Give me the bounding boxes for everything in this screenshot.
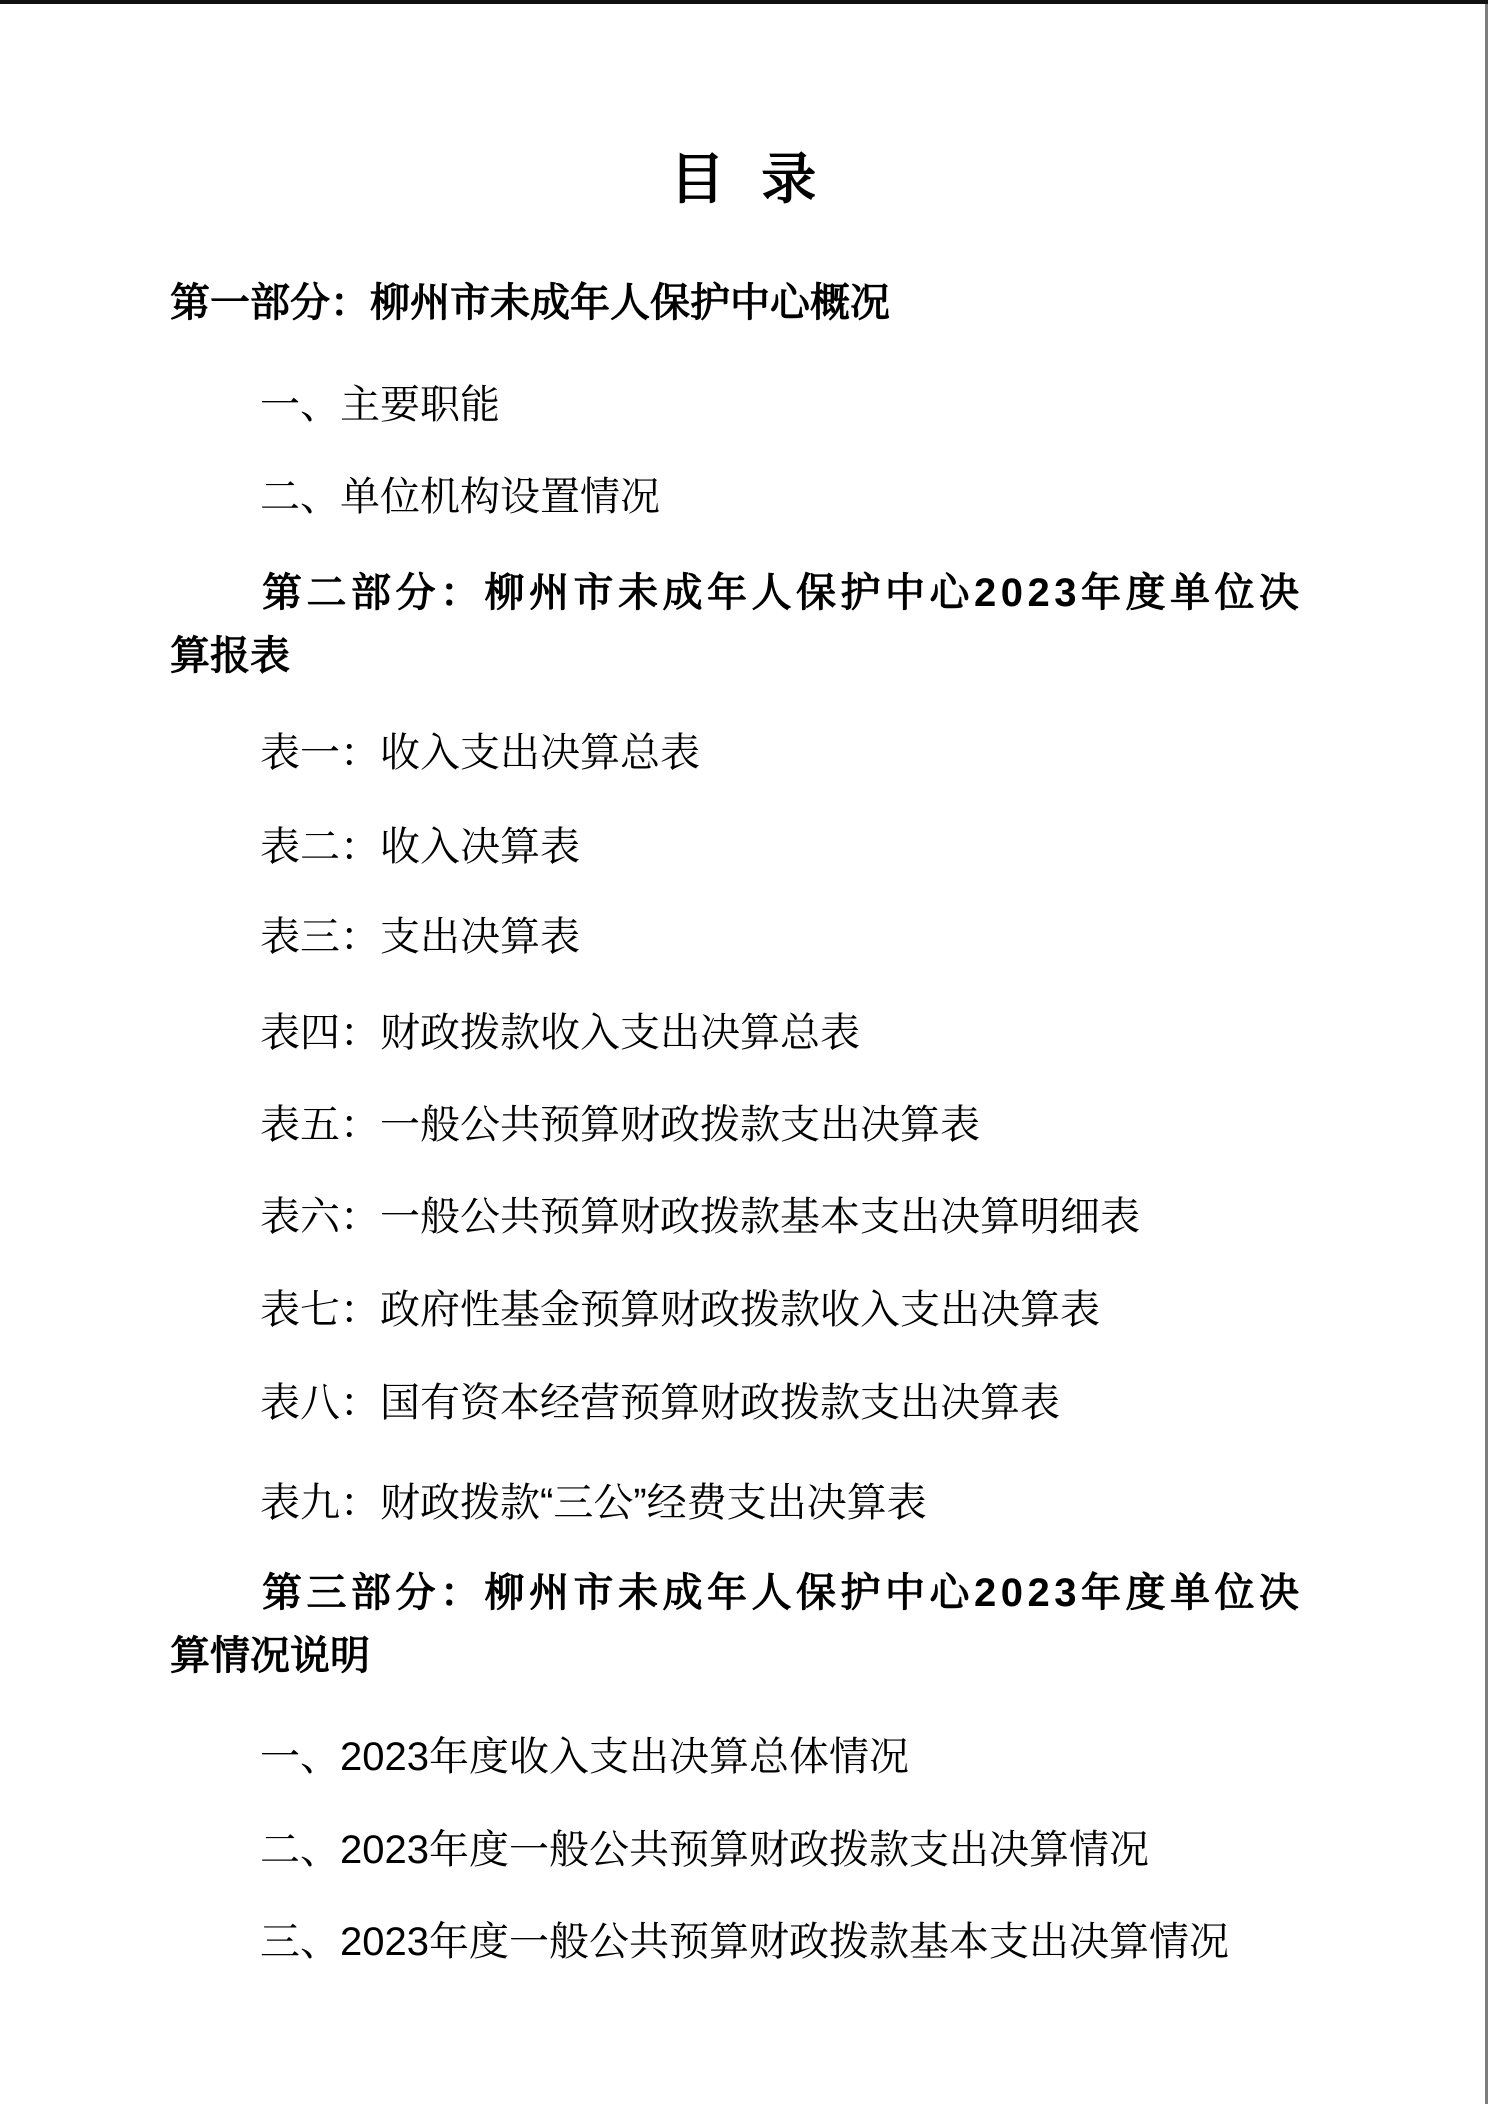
page-title: 目 录 — [669, 148, 819, 210]
part1-item-org-structure: 二、单位机构设置情况 — [260, 475, 660, 519]
part3-heading-line1: 第三部分：柳州市未成年人保护中心2023年度单位决 — [262, 1571, 1304, 1615]
part2-item-table4: 表四：财政拨款收入支出决算总表 — [260, 1011, 860, 1055]
part3-item-general-budget: 二、2023年度一般公共预算财政拨款支出决算情况 — [260, 1828, 1149, 1872]
part2-item-table5: 表五：一般公共预算财政拨款支出决算表 — [260, 1103, 980, 1147]
part2-item-table3: 表三：支出决算表 — [260, 915, 580, 959]
part3-item-overall: 一、2023年度收入支出决算总体情况 — [260, 1735, 909, 1779]
part2-item-table6: 表六：一般公共预算财政拨款基本支出决算明细表 — [260, 1195, 1140, 1239]
part2-item-table7: 表七：政府性基金预算财政拨款收入支出决算表 — [260, 1288, 1100, 1332]
part3-heading-line2: 算情况说明 — [170, 1634, 370, 1678]
part2-item-table9: 表九：财政拨款“三公”经费支出决算表 — [260, 1481, 927, 1525]
part1-item-main-functions: 一、主要职能 — [260, 383, 500, 427]
part2-item-table2: 表二：收入决算表 — [260, 825, 580, 869]
part2-item-table1: 表一：收入支出决算总表 — [260, 731, 700, 775]
page-top-border — [0, 0, 1488, 4]
part2-item-table8: 表八：国有资本经营预算财政拨款支出决算表 — [260, 1381, 1060, 1425]
part2-heading-line1: 第二部分：柳州市未成年人保护中心2023年度单位决 — [262, 571, 1304, 615]
part3-heading — [170, 1562, 1380, 1688]
part3-item-basic-expenditure: 三、2023年度一般公共预算财政拨款基本支出决算情况 — [260, 1920, 1229, 1964]
part2-heading — [170, 562, 1380, 688]
part2-heading-line2: 算报表 — [170, 634, 290, 678]
part1-heading: 第一部分：柳州市未成年人保护中心概况 — [170, 281, 890, 325]
